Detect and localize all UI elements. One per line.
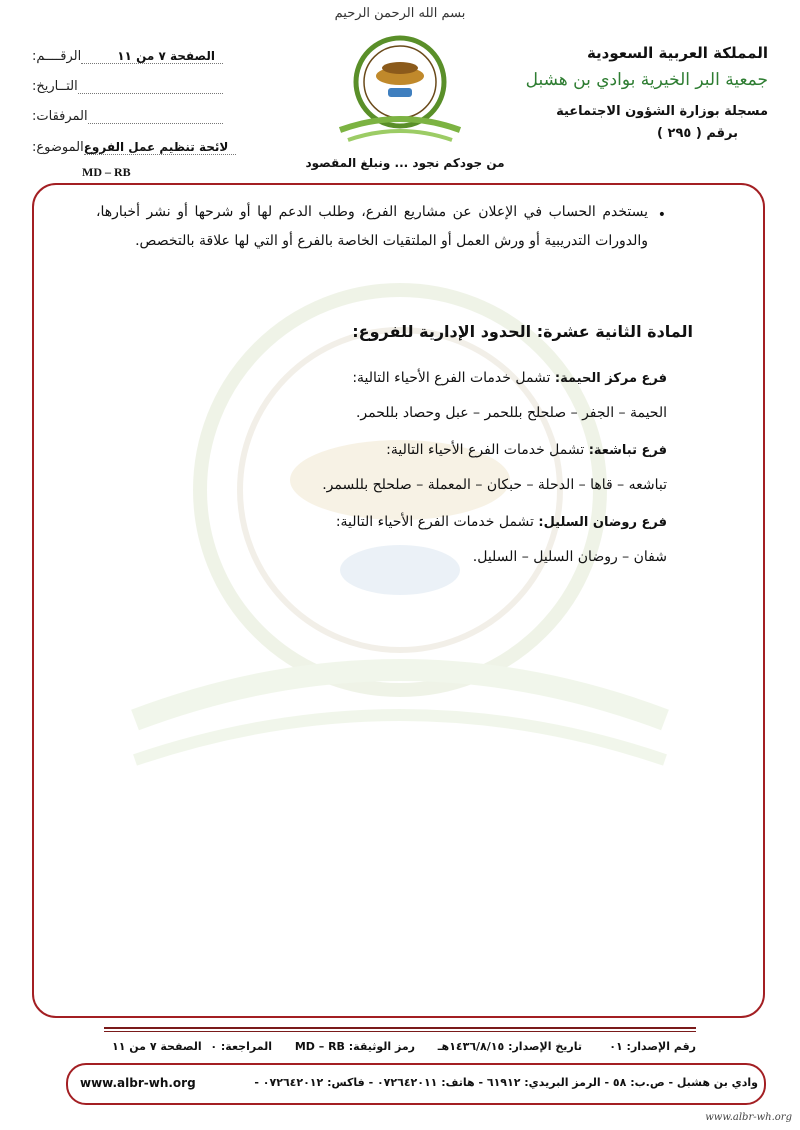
branch-heading [352,370,667,386]
branch-name: فرع مركز الحيمة: [554,371,667,386]
meta-number-label: الرقــــم: [32,49,82,64]
meta-subject-value: لائحة تنظيم عمل الفروع [84,140,237,155]
kingdom-name: المملكة العربية السعودية [586,44,768,62]
content-frame [32,183,765,1018]
registration-number: برقم ( ٢٩٥ ) [657,126,738,141]
branch-areas: الحيمة – الجفر – صلحلح بللحمر – عبل وحصاد بللحمر. [355,405,667,421]
footer-review: المراجعة: ٠ [210,1040,272,1053]
footer-issue-date: تاريخ الإصدار: ١٤٣٦/٨/١٥هـ [437,1040,582,1053]
motto: من جودكم نجود ... ونبلغ المقصود [305,156,505,170]
url-mark: www.albr-wh.org [705,1112,792,1123]
branch-intro: تشمل خدمات الفرع الأحياء التالية: [386,442,589,458]
contact-info: وادي بن هشبل - ص.ب: ٥٨ - الرمز البريدي: ٦١٩١٢ - هاتف: ٠٧٢٦٤٢٠١١ - فاكس: ٠٧٢٦٤٢٠١٢ - [254,1076,758,1089]
branch-areas: شفان – روضان السليل – السليل. [472,549,667,565]
bullet-paragraph: يستخدم الحساب في الإعلان عن مشاريع الفرع، وطلب الدعم لها أو شرحها أو نشر أخبارها، والدورات التدريبية أو ورش العمل أو الملتقيات الخاصة بالفرع أو التي لها علاقة بالتخصص. [96,204,648,249]
branch-intro: تشمل خدمات الفرع الأحياء التالية: [335,514,539,530]
footer-page: الصفحة ٧ من ١١ [112,1040,202,1053]
branch-areas: تباشعه – قاها – الدحلة – حبكان – المعملة – صلحلح بللسمر. [322,477,667,493]
doc-ref-top: MD – RB [82,165,131,179]
branch-name: فرع روضان السليل: [538,515,667,530]
footer-rule [104,1031,696,1032]
meta-date-value [78,93,223,94]
charity-name: جمعية البر الخيرية بوادي بن هشبل [525,70,768,90]
basmala: بسم الله الرحمن الرحيم [334,6,466,21]
website-link[interactable]: www.albr-wh.org [80,1076,196,1090]
bullet-icon: • [657,207,666,223]
meta-subject-row [32,133,227,155]
branch-heading [336,514,667,530]
article-title: المادة الثانية عشرة: الحدود الإدارية للفروع: [352,322,693,341]
meta-attachments-value [88,123,223,124]
footer-rule [104,1027,696,1029]
meta-attachments-row [32,102,227,124]
charity-logo [330,30,470,150]
footer-doc-code: رمز الوثيقة: MD – RB [294,1040,415,1053]
meta-number-row [32,42,227,64]
registration-line: مسجلة بوزارة الشؤون الاجتماعية [556,104,768,119]
branch-intro: تشمل خدمات الفرع الأحياء التالية: [352,370,555,386]
meta-number-value: الصفحة ٧ من ١١ [81,49,223,64]
branch-heading [386,442,667,458]
meta-attachments-label: المرفقات: [32,109,88,124]
footer-issue: رقم الإصدار: ٠١ [609,1040,696,1053]
meta-date-row [32,72,227,94]
branch-name: فرع تباشعة: [588,443,667,458]
meta-subject-label: الموضوع: [32,140,84,155]
meta-date-label: التــاريخ: [32,79,78,94]
